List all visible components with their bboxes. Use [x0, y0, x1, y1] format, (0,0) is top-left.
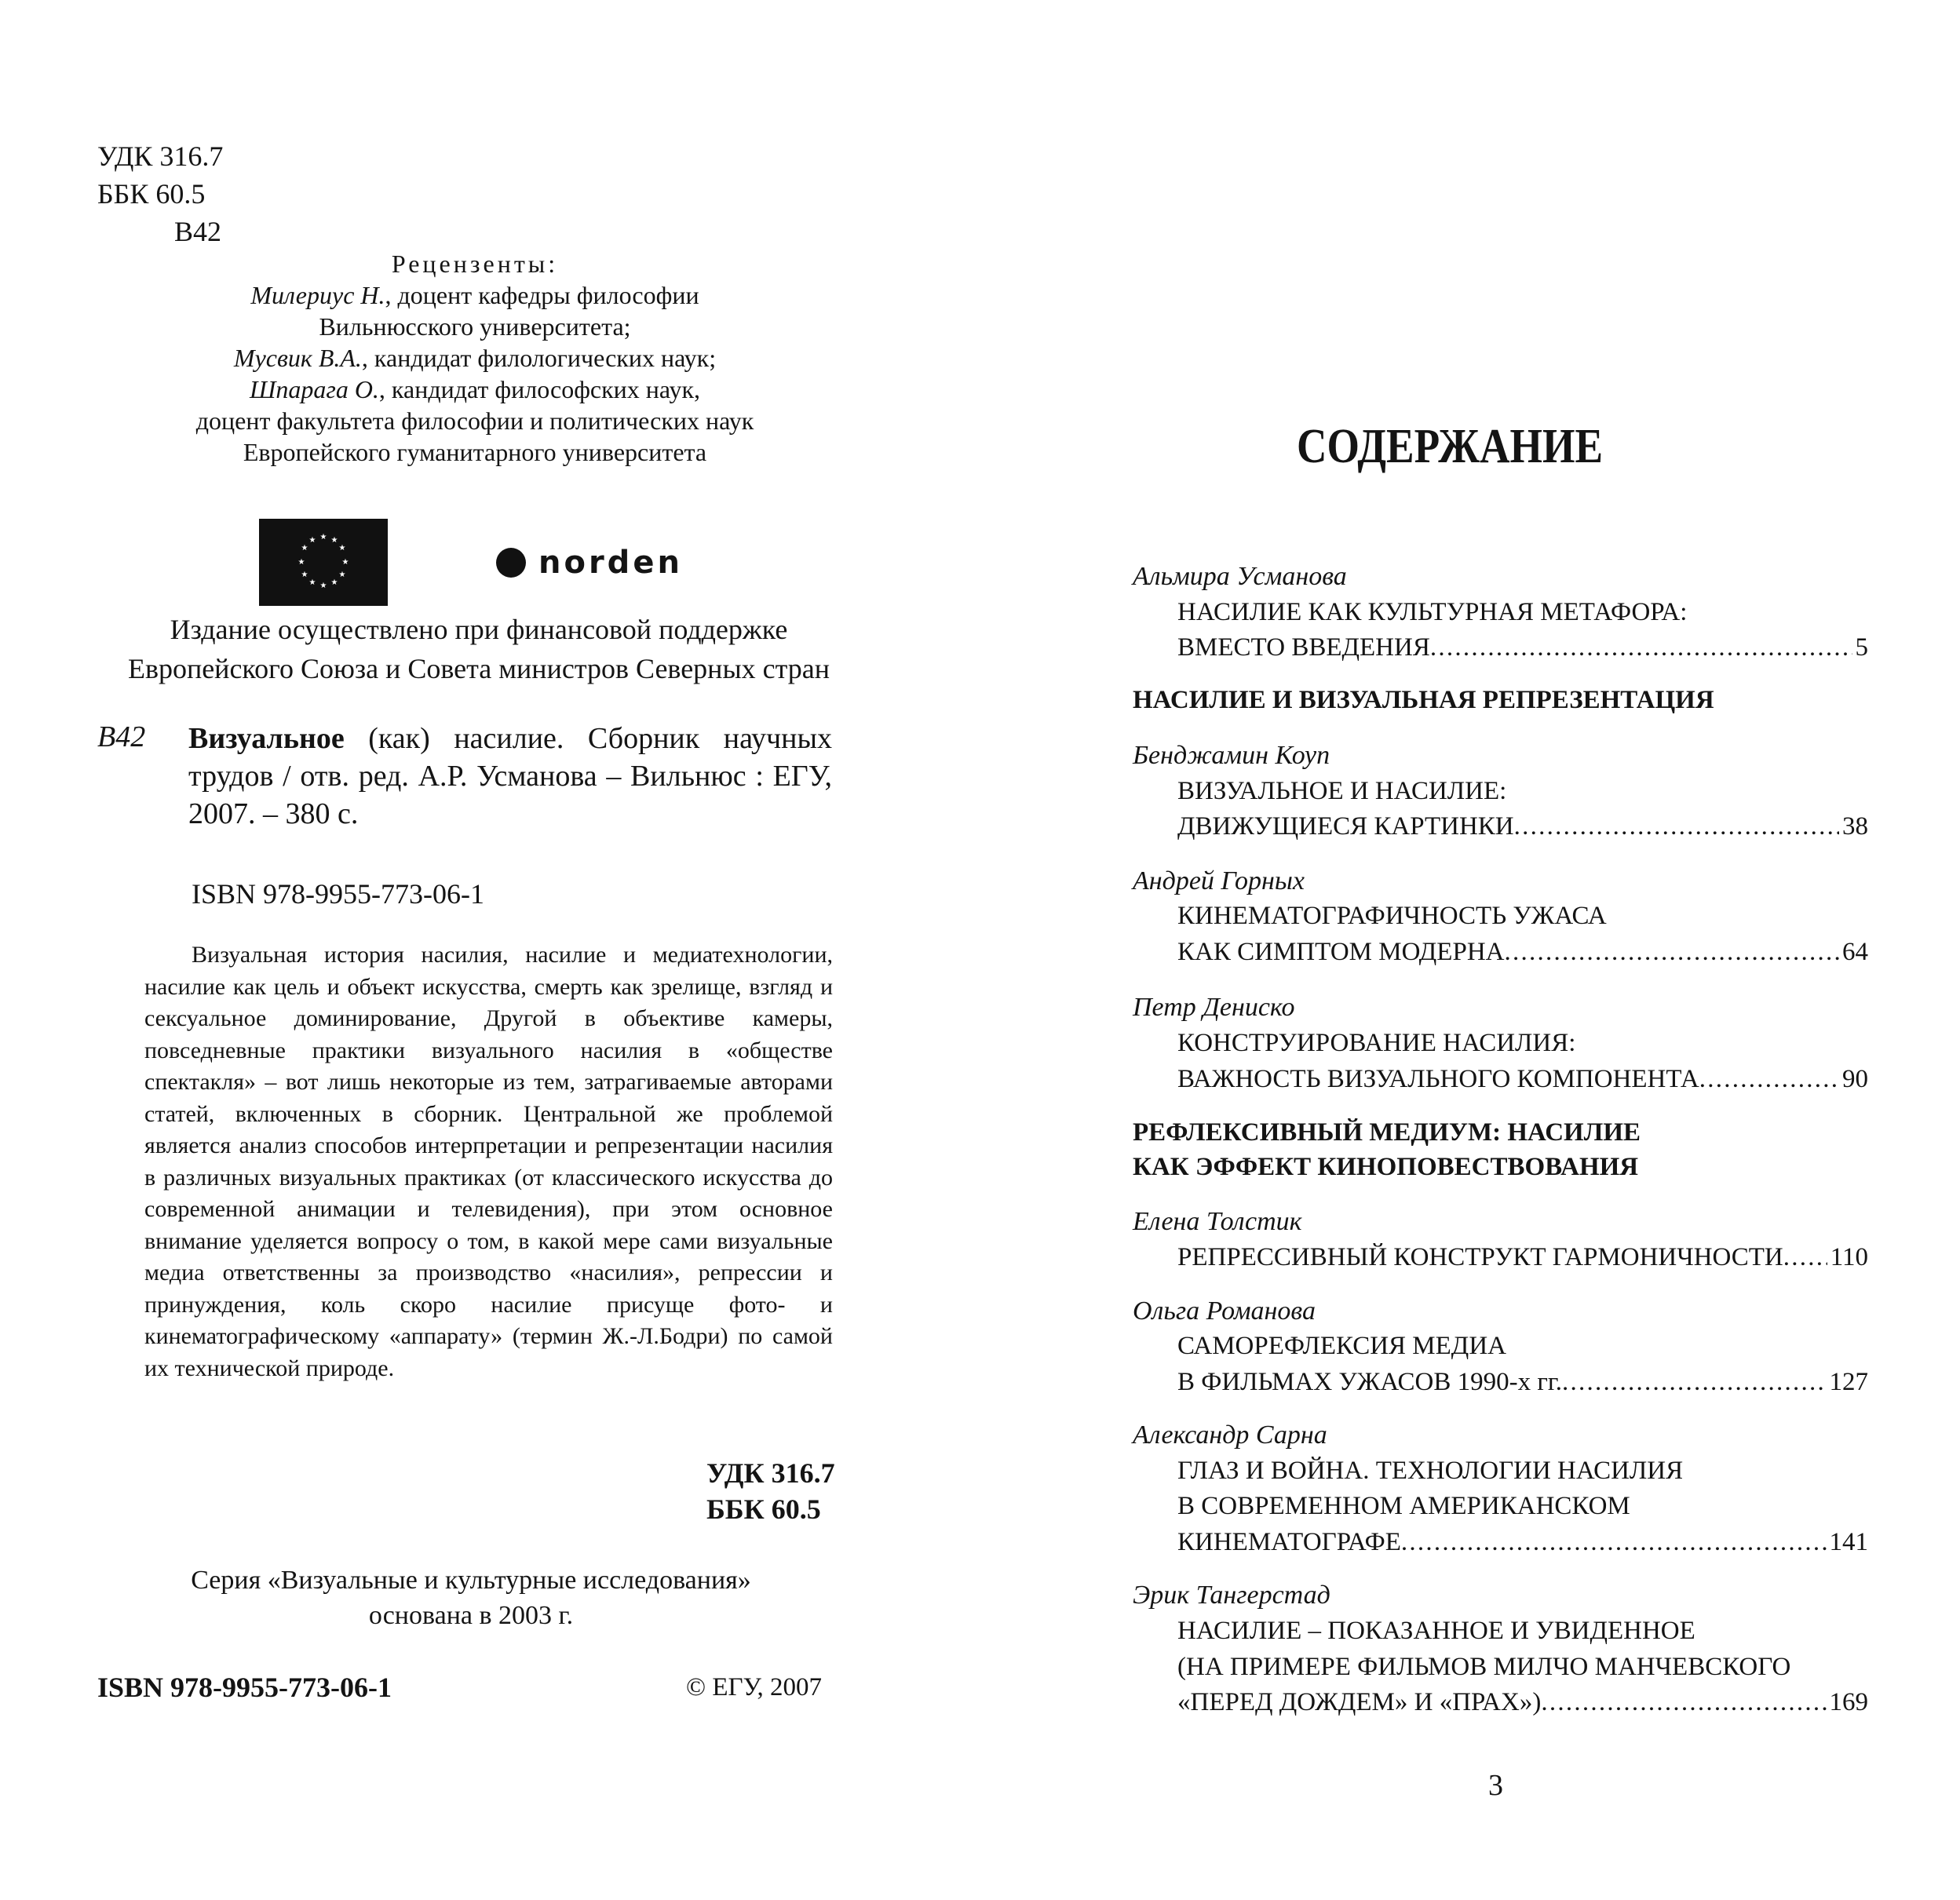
toc-section-heading: КАК ЭФФЕКТ КИНОПОВЕСТВОВАНИЯ: [1133, 1153, 1639, 1181]
toc-title-line: ГЛАЗ И ВОЙНА. ТЕХНОЛОГИИ НАСИЛИЯ: [1177, 1457, 1684, 1485]
page-number: 3: [1488, 1769, 1503, 1802]
toc-leader-dots: [1541, 1688, 1826, 1717]
reviewer-detail: , кандидат филологических наук;: [361, 344, 717, 372]
reviewer-name: Милериус Н.: [250, 281, 385, 309]
series-line: Серия «Визуальные и культурные исследования»: [191, 1566, 751, 1595]
svg-text:★: ★: [330, 536, 338, 545]
reviewers-title: Рецензенты:: [391, 250, 559, 278]
eu-flag-logo: [259, 519, 388, 606]
bbk-bottom: ББК 60.5: [706, 1493, 821, 1525]
isbn-footer: ISBN 978-9955-773-06-1: [97, 1672, 392, 1703]
reviewer-line: [149, 342, 801, 374]
norden-wordmark: norden: [538, 545, 683, 581]
toc-entry: [1177, 1243, 1868, 1272]
toc-entry: [1177, 633, 1868, 662]
reviewer-line: [149, 374, 801, 405]
reviewer-line: [149, 279, 801, 311]
bibliographic-code: В42: [97, 720, 146, 753]
toc-entry: [1177, 812, 1868, 841]
toc-title-line: НАСИЛИЕ КАК КУЛЬТУРНАЯ МЕТАФОРА:: [1177, 598, 1688, 626]
reviewer-line: [149, 405, 801, 436]
reviewer-name: Мусвик В.А.: [233, 344, 362, 372]
toc-author: Александр Сарна: [1133, 1420, 1327, 1450]
toc-leader-dots: [1504, 938, 1839, 967]
udk-bottom: УДК 316.7: [706, 1457, 835, 1489]
abstract-text: Визуальная история насилия, насилие и медиатехнологии, насилие как цель и объект искусства, смерть как зрелище, взгляд и сексуальное доминирование, Другой в объективе камеры, повседневные практики визуального насилия в «обществе спектакля» – вот лишь некоторые из тем, затрагиваемые авторами статей, включенных в сборник. Центральной же проблемой является анализ способов интерпретации и репрезентации насилия в различных визуальных практиках (от классического искусства до современной анимации и телевидения), при этом основное внимание уделяется вопросу о том, в какой мере сами визуальные медиа ответственны за производство «насилия», репрессии и принуждения, коль скоро насилие присуще фото- и кинематографическому «аппарату» (термин Ж.-Л.Бодри) по самой их технической природе.: [144, 942, 833, 1381]
toc-section-heading: НАСИЛИЕ И ВИЗУАЛЬНАЯ РЕПРЕЗЕНТАЦИЯ: [1133, 686, 1714, 714]
svg-text:★: ★: [338, 571, 346, 579]
svg-text:★: ★: [330, 578, 338, 587]
toc-leader-dots: [1783, 1243, 1827, 1272]
toc-title-line: ДВИЖУЩИЕСЯ КАРТИНКИ: [1177, 812, 1514, 841]
toc-entry: [1177, 938, 1868, 967]
isbn-line: ISBN 978-9955-773-06-1: [192, 878, 484, 910]
toc-page-number: 169: [1829, 1688, 1868, 1716]
toc-page-number: 110: [1830, 1243, 1868, 1271]
svg-text:★: ★: [338, 544, 346, 552]
norden-swan-icon: [496, 548, 526, 578]
support-line: Европейского Союза и Совета министров Северных стран: [127, 653, 830, 684]
reviewer-detail: Вильнюсского университета;: [319, 312, 631, 341]
toc-title-line: КИНЕМАТОГРАФЕ: [1177, 1528, 1401, 1556]
bbk-code: ББК 60.5: [97, 178, 206, 210]
toc-entry: [1177, 1368, 1868, 1397]
toc-title-line: «ПЕРЕД ДОЖДЕМ» И «ПРАХ»): [1177, 1688, 1542, 1716]
toc-page-number: 141: [1829, 1528, 1868, 1556]
reviewer-line: [149, 311, 801, 342]
toc-page-number: 64: [1842, 938, 1868, 966]
svg-text:★: ★: [319, 533, 327, 542]
eu-stars-icon: [259, 519, 388, 606]
toc-entry: [1177, 1065, 1868, 1094]
svg-text:★: ★: [301, 571, 308, 579]
toc-author: Альмира Усманова: [1133, 562, 1347, 591]
book-title: Визуальное: [188, 722, 345, 755]
series-line: основана в 2003 г.: [368, 1601, 574, 1630]
toc-leader-dots: [1699, 1065, 1839, 1094]
toc-author: Петр Дениско: [1133, 993, 1295, 1022]
svg-text:★: ★: [308, 578, 316, 587]
reviewer-name: Шпарага О.: [249, 375, 379, 403]
svg-text:★: ★: [297, 558, 305, 567]
svg-text:★: ★: [341, 558, 349, 567]
toc-title-line: (НА ПРИМЕРЕ ФИЛЬМОВ МИЛЧО МАНЧЕВСКОГО: [1177, 1653, 1791, 1681]
toc-author: Андрей Горных: [1133, 866, 1305, 895]
toc-leader-dots: [1514, 812, 1839, 841]
reviewer-detail: , кандидат философских наук,: [378, 375, 701, 403]
abstract: [144, 939, 833, 1384]
toc-author: Эрик Тангерстад: [1133, 1581, 1330, 1610]
toc-title-line: ВАЖНОСТЬ ВИЗУАЛЬНОГО КОМПОНЕНТА: [1177, 1065, 1699, 1093]
toc-author: Елена Толстик: [1133, 1207, 1302, 1236]
toc-leader-dots: [1562, 1368, 1827, 1397]
reviewer-line: [149, 436, 801, 468]
toc-entry: [1177, 1528, 1868, 1557]
toc-author: Ольга Романова: [1133, 1296, 1316, 1326]
toc-title-line: САМОРЕФЛЕКСИЯ МЕДИА: [1177, 1332, 1506, 1360]
toc-title-line: КАК СИМПТОМ МОДЕРНА: [1177, 938, 1505, 966]
contents-title: СОДЕРЖАНИЕ: [1297, 420, 1604, 473]
toc-author: Бенджамин Коуп: [1133, 741, 1330, 770]
bibliographic-record: [188, 720, 832, 833]
toc-title-line: НАСИЛИЕ – ПОКАЗАННОЕ И УВИДЕННОЕ: [1177, 1617, 1695, 1645]
toc-title-line: КИНЕМАТОГРАФИЧНОСТЬ УЖАСА: [1177, 902, 1607, 930]
toc-entry: [1177, 1688, 1868, 1717]
toc-section-heading: РЕФЛЕКСИВНЫЙ МЕДИУМ: НАСИЛИЕ: [1133, 1118, 1641, 1147]
svg-text:★: ★: [301, 544, 308, 552]
toc-page-number: 5: [1855, 633, 1868, 662]
toc-title-line: ВМЕСТО ВВЕДЕНИЯ: [1177, 633, 1430, 662]
author-mark-code: В42: [174, 216, 222, 247]
toc-title-line: В СОВРЕМЕННОМ АМЕРИКАНСКОМ: [1177, 1492, 1630, 1520]
reviewer-detail: , доцент кафедры философии: [385, 281, 699, 309]
toc-page-number: 38: [1842, 812, 1868, 841]
toc-page-number: 90: [1842, 1065, 1868, 1093]
copyright: © ЕГУ, 2007: [686, 1673, 823, 1701]
reviewer-detail: доцент факультета философии и политических наук: [195, 407, 754, 435]
toc-page-number: 127: [1829, 1368, 1868, 1396]
support-line: Издание осуществлено при финансовой поддержке: [170, 614, 788, 645]
svg-text:★: ★: [308, 536, 316, 545]
svg-text:★: ★: [319, 582, 327, 590]
udk-code: УДК 316.7: [97, 140, 224, 172]
toc-title-line: В ФИЛЬМАХ УЖАСОВ 1990-х гг.: [1177, 1368, 1562, 1396]
toc-title-line: РЕПРЕССИВНЫЙ КОНСТРУКТ ГАРМОНИЧНОСТИ: [1177, 1243, 1783, 1271]
toc-title-line: ВИЗУАЛЬНОЕ И НАСИЛИЕ:: [1177, 777, 1507, 805]
toc-leader-dots: [1430, 633, 1852, 662]
bibliographic-text: (как) насилие. Сборник научных трудов / отв. ред. А.Р. Усманова – Вильнюс : ЕГУ, 2007. – 380 с.: [188, 722, 832, 830]
toc-title-line: КОНСТРУИРОВАНИЕ НАСИЛИЯ:: [1177, 1029, 1576, 1057]
toc-leader-dots: [1401, 1528, 1827, 1557]
reviewer-detail: Европейского гуманитарного университета: [243, 438, 707, 466]
